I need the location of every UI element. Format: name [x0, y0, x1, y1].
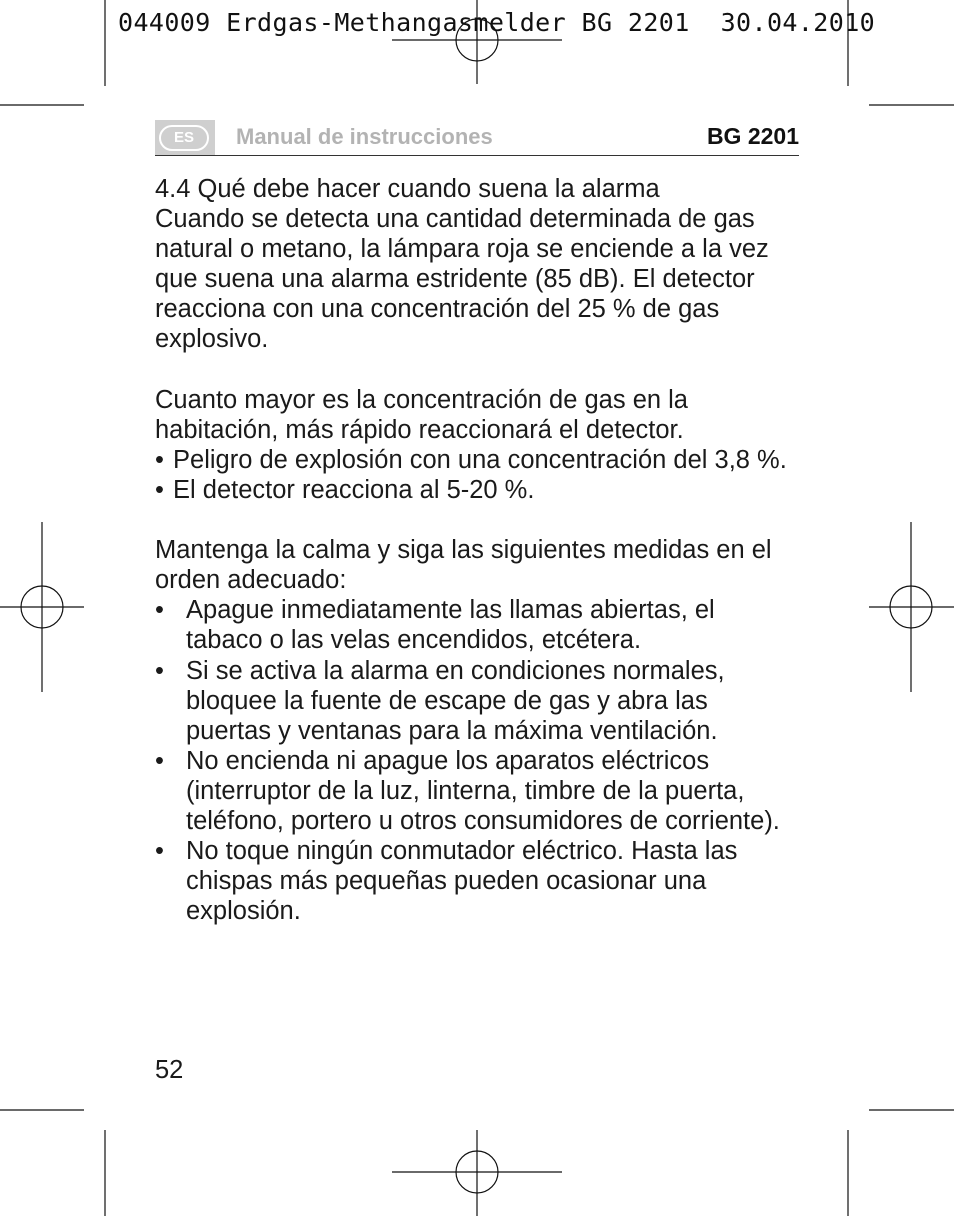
list-item: [155, 656, 795, 746]
intro-paragraph: Cuando se detecta una cantidad determinada de gas natural o metano, la lámpara roja se enciende a la vez que suena una alarma estridente (85 dB). El detector reacciona con una concentración del 25 % de gas explosivo.: [155, 205, 769, 354]
list-item: [155, 595, 795, 655]
fact-text: El detector reacciona al 5-20 %.: [173, 475, 535, 504]
measure-text: Apague inmediatamente las llamas abiertas, el tabaco o las velas encendidos, etcétera.: [186, 596, 715, 655]
print-slug: 044009 Erdgas-Methangasmelder BG 2201 30.04.2010: [118, 8, 876, 37]
registration-mark-left: [0, 522, 84, 692]
bullet-icon: •: [155, 475, 164, 504]
page-header: [155, 120, 799, 156]
measure-text: No toque ningún conmutador eléctrico. Hasta las chispas más pequeñas pueden ocasionar una explosión.: [186, 837, 738, 926]
section-heading: 4.4 Qué debe hacer cuando suena la alarma: [155, 175, 660, 203]
measure-text: Si se activa la alarma en condiciones normales, bloquee la fuente de escape de gas y abra las puertas y ventanas para la máxima ventilación.: [186, 656, 725, 745]
page-content: [155, 174, 795, 926]
bullet-icon: •: [155, 445, 164, 474]
list-item: [155, 475, 795, 505]
list-item: [155, 746, 795, 836]
header-rule: [155, 155, 799, 156]
measures-intro: Mantenga la calma y siga las siguientes medidas en el orden adecuado:: [155, 536, 772, 595]
registration-mark-right: [869, 522, 954, 692]
language-badge: [155, 120, 215, 156]
registration-mark-bottom: [392, 1130, 562, 1216]
concentration-paragraph: Cuanto mayor es la concentración de gas en la habitación, más rápido reaccionará el detector.: [155, 385, 688, 444]
manual-title: Manual de instrucciones: [236, 124, 493, 149]
bullet-icon: •: [155, 656, 164, 685]
bullet-icon: •: [155, 596, 164, 625]
language-badge-label: ES: [159, 125, 209, 151]
bullet-icon: •: [155, 746, 164, 775]
fact-text: Peligro de explosión con una concentración del 3,8 %.: [173, 445, 787, 474]
bullet-icon: •: [155, 837, 164, 866]
page-number: 52: [155, 1056, 184, 1084]
measure-text: No encienda ni apague los aparatos eléctricos (interruptor de la luz, linterna, timbre de la puerta, teléfono, portero u otros consumidores de corriente).: [186, 746, 780, 835]
list-item: [155, 445, 795, 475]
list-item: [155, 836, 795, 926]
registration-mark-top: [392, 0, 562, 84]
model-number: BG 2201: [706, 123, 799, 149]
